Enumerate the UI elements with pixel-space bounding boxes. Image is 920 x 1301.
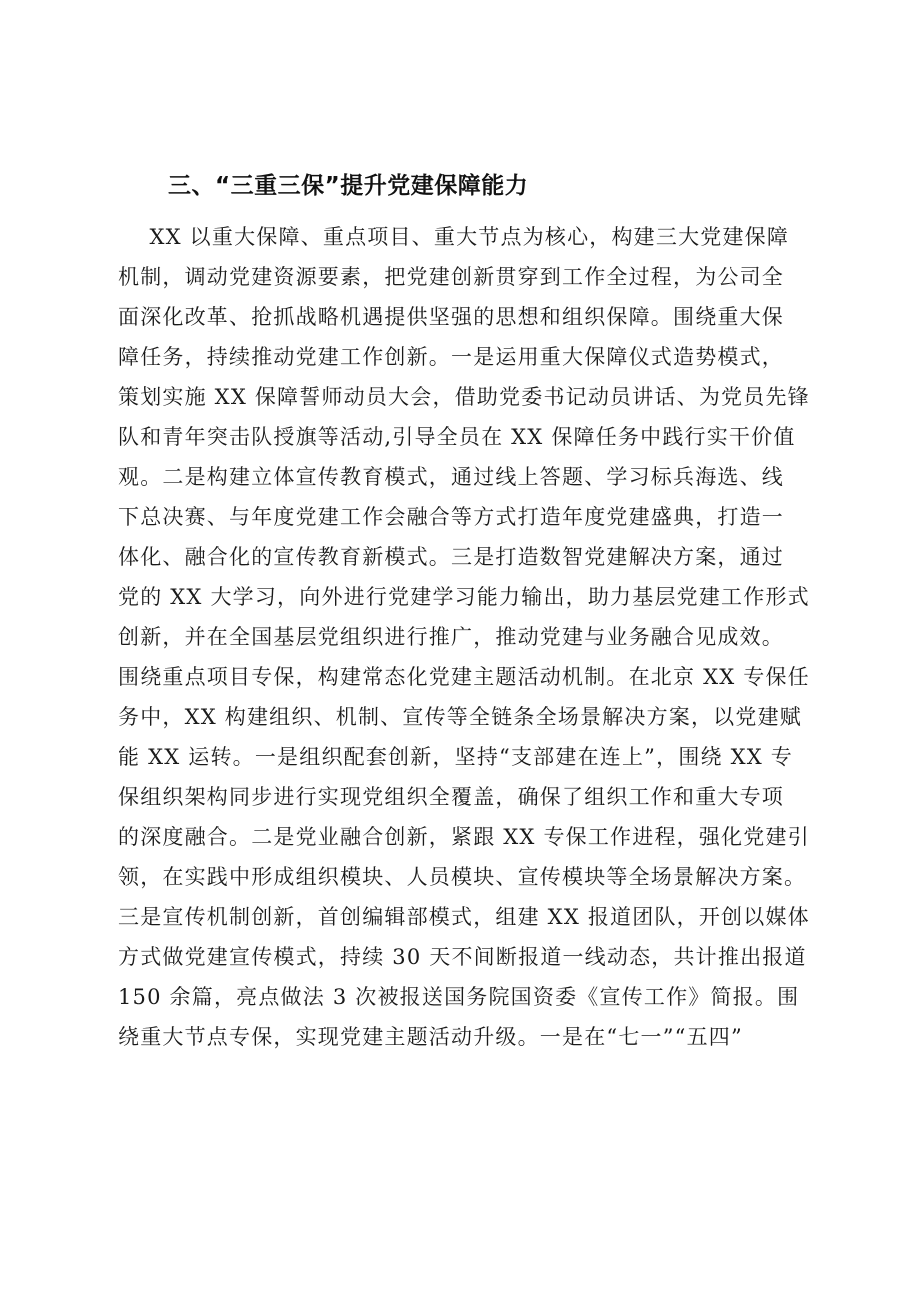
text-line: 的深度融合。二是党业融合创新，紧跟 XX 专保工作进程，强化党建引 [118, 825, 810, 849]
text-line: 绕重大节点专保，实现党建主题活动升级。一是在“七一”“五四” [118, 1025, 743, 1049]
text-line: 三是宣传机制创新，首创编辑部模式，组建 XX 报道团队，开创以媒体 [118, 905, 810, 929]
text-line: 创新，并在全国基层党组织进行推广，推动党建与业务融合见成效。 [118, 625, 784, 649]
text-line: 150 余篇，亮点做法 3 次被报送国务院国资委《宣传工作》简报。围 [118, 985, 800, 1009]
section-heading: 三、“三重三保”提升党建保障能力 [168, 173, 529, 199]
text-line: 策划实施 XX 保障誓师动员大会，借助党委书记动员讲话、为党员先锋 [118, 385, 810, 409]
text-line: 下总决赛、与年度党建工作会融合等方式打造年度党建盛典，打造一 [118, 505, 784, 529]
text-line: 体化、融合化的宣传教育新模式。三是打造数智党建解决方案，通过 [118, 545, 784, 569]
text-line: 党的 XX 大学习，向外进行党建学习能力输出，助力基层党建工作形式 [118, 585, 810, 609]
text-line: 队和青年突击队授旗等活动,引导全员在 XX 保障任务中践行实干价值 [118, 425, 796, 449]
text-line: 领，在实践中形成组织模块、人员模块、宣传模块等全场景解决方案。 [118, 865, 807, 889]
text-line: 务中，XX 构建组织、机制、宣传等全链条全场景解决方案，以党建赋 [118, 705, 802, 729]
text-line: 保组织架构同步进行实现党组织全覆盖，确保了组织工作和重大专项 [118, 785, 784, 809]
text-line: 障任务，持续推动党建工作创新。一是运用重大保障仪式造势模式， [118, 345, 784, 369]
text-line: 机制，调动党建资源要素，把党建创新贯穿到工作全过程，为公司全 [118, 265, 784, 289]
text-line: 围绕重点项目专保，构建常态化党建主题活动机制。在北京 XX 专保任 [118, 665, 810, 689]
text-line: 面深化改革、抢抓战略机遇提供坚强的思想和组织保障。围绕重大保 [118, 305, 784, 329]
text-line: 方式做党建宣传模式，持续 30 天不间断报道一线动态，共计推出报道 [118, 945, 807, 969]
text-line: 观。二是构建立体宣传教育模式，通过线上答题、学习标兵海选、线 [118, 465, 784, 489]
text-line: XX 以重大保障、重点项目、重大节点为核心，构建三大党建保障 [118, 225, 790, 249]
text-line: 能 XX 运转。一是组织配套创新，坚持“支部建在连上”，围绕 XX 专 [118, 745, 793, 769]
